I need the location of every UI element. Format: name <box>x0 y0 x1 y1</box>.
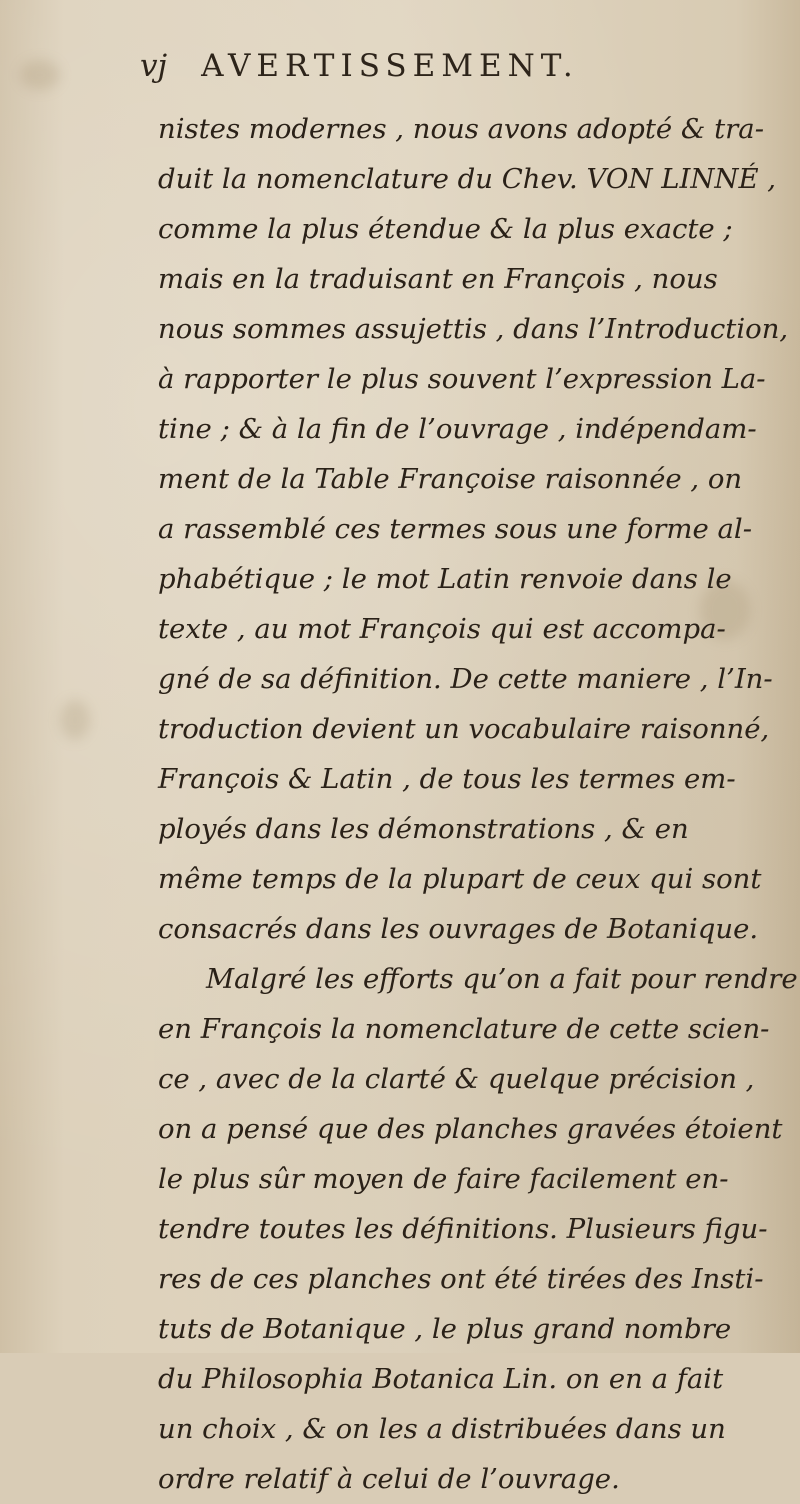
text-line: mais en la traduisant en François , nous <box>158 263 718 295</box>
paper-stain <box>20 60 60 90</box>
text-line: ment de la Table Françoise raisonnée , on <box>158 463 743 495</box>
page-number: vj <box>140 48 168 84</box>
text-line: duit la nomenclature du Chev. VON LINNÉ , <box>158 163 777 195</box>
text-line: tendre toutes les définitions. Plusieurs figu- <box>158 1213 768 1245</box>
text-line: tine ; & à la fin de l’ouvrage , indépendam- <box>158 413 757 445</box>
text-line: ce , avec de la clarté & quelque précision , <box>158 1063 755 1095</box>
text-line: consacrés dans les ouvrages de Botanique. <box>158 913 759 945</box>
text-line: même temps de la plupart de ceux qui sont <box>158 863 762 895</box>
paper-stain <box>60 700 90 740</box>
text-line: ployés dans les démonstrations , & en <box>158 813 689 845</box>
paragraph-start-line: Malgré les efforts qu’on a fait pour rendre <box>206 963 798 995</box>
text-line: nous sommes assujettis , dans l’Introduction, <box>158 313 789 345</box>
text-line: comme la plus étendue & la plus exacte ; <box>158 213 733 245</box>
text-line: gné de sa définition. De cette maniere , l’In- <box>158 663 773 695</box>
text-line: nistes modernes , nous avons adopté & tra- <box>158 113 764 145</box>
text-line: à rapporter le plus souvent l’expression La- <box>158 363 766 395</box>
text-line: un choix , & on les a distribuées dans un <box>158 1413 726 1445</box>
page-title: AVERTISSEMENT. <box>201 48 579 84</box>
text-line: phabétique ; le mot Latin renvoie dans le <box>158 563 732 595</box>
text-line: res de ces planches ont été tirées des Insti- <box>158 1263 764 1295</box>
text-line: tuts de Botanique , le plus grand nombre <box>158 1313 732 1345</box>
text-line: François & Latin , de tous les termes em- <box>158 763 736 795</box>
page-header <box>140 48 579 84</box>
body-text <box>158 104 798 1504</box>
text-line: du Philosophia Botanica Lin. on en a fait <box>158 1363 724 1395</box>
text-line: troduction devient un vocabulaire raisonné, <box>158 713 770 745</box>
text-line: ordre relatif à celui de l’ouvrage. <box>158 1463 620 1495</box>
text-line: texte , au mot François qui est accompa- <box>158 613 726 645</box>
text-line: le plus sûr moyen de faire facilement en- <box>158 1163 729 1195</box>
text-line: a rassemblé ces termes sous une forme al- <box>158 513 753 545</box>
text-line: en François la nomenclature de cette scien- <box>158 1013 770 1045</box>
text-line: on a pensé que des planches gravées étoient <box>158 1113 783 1145</box>
